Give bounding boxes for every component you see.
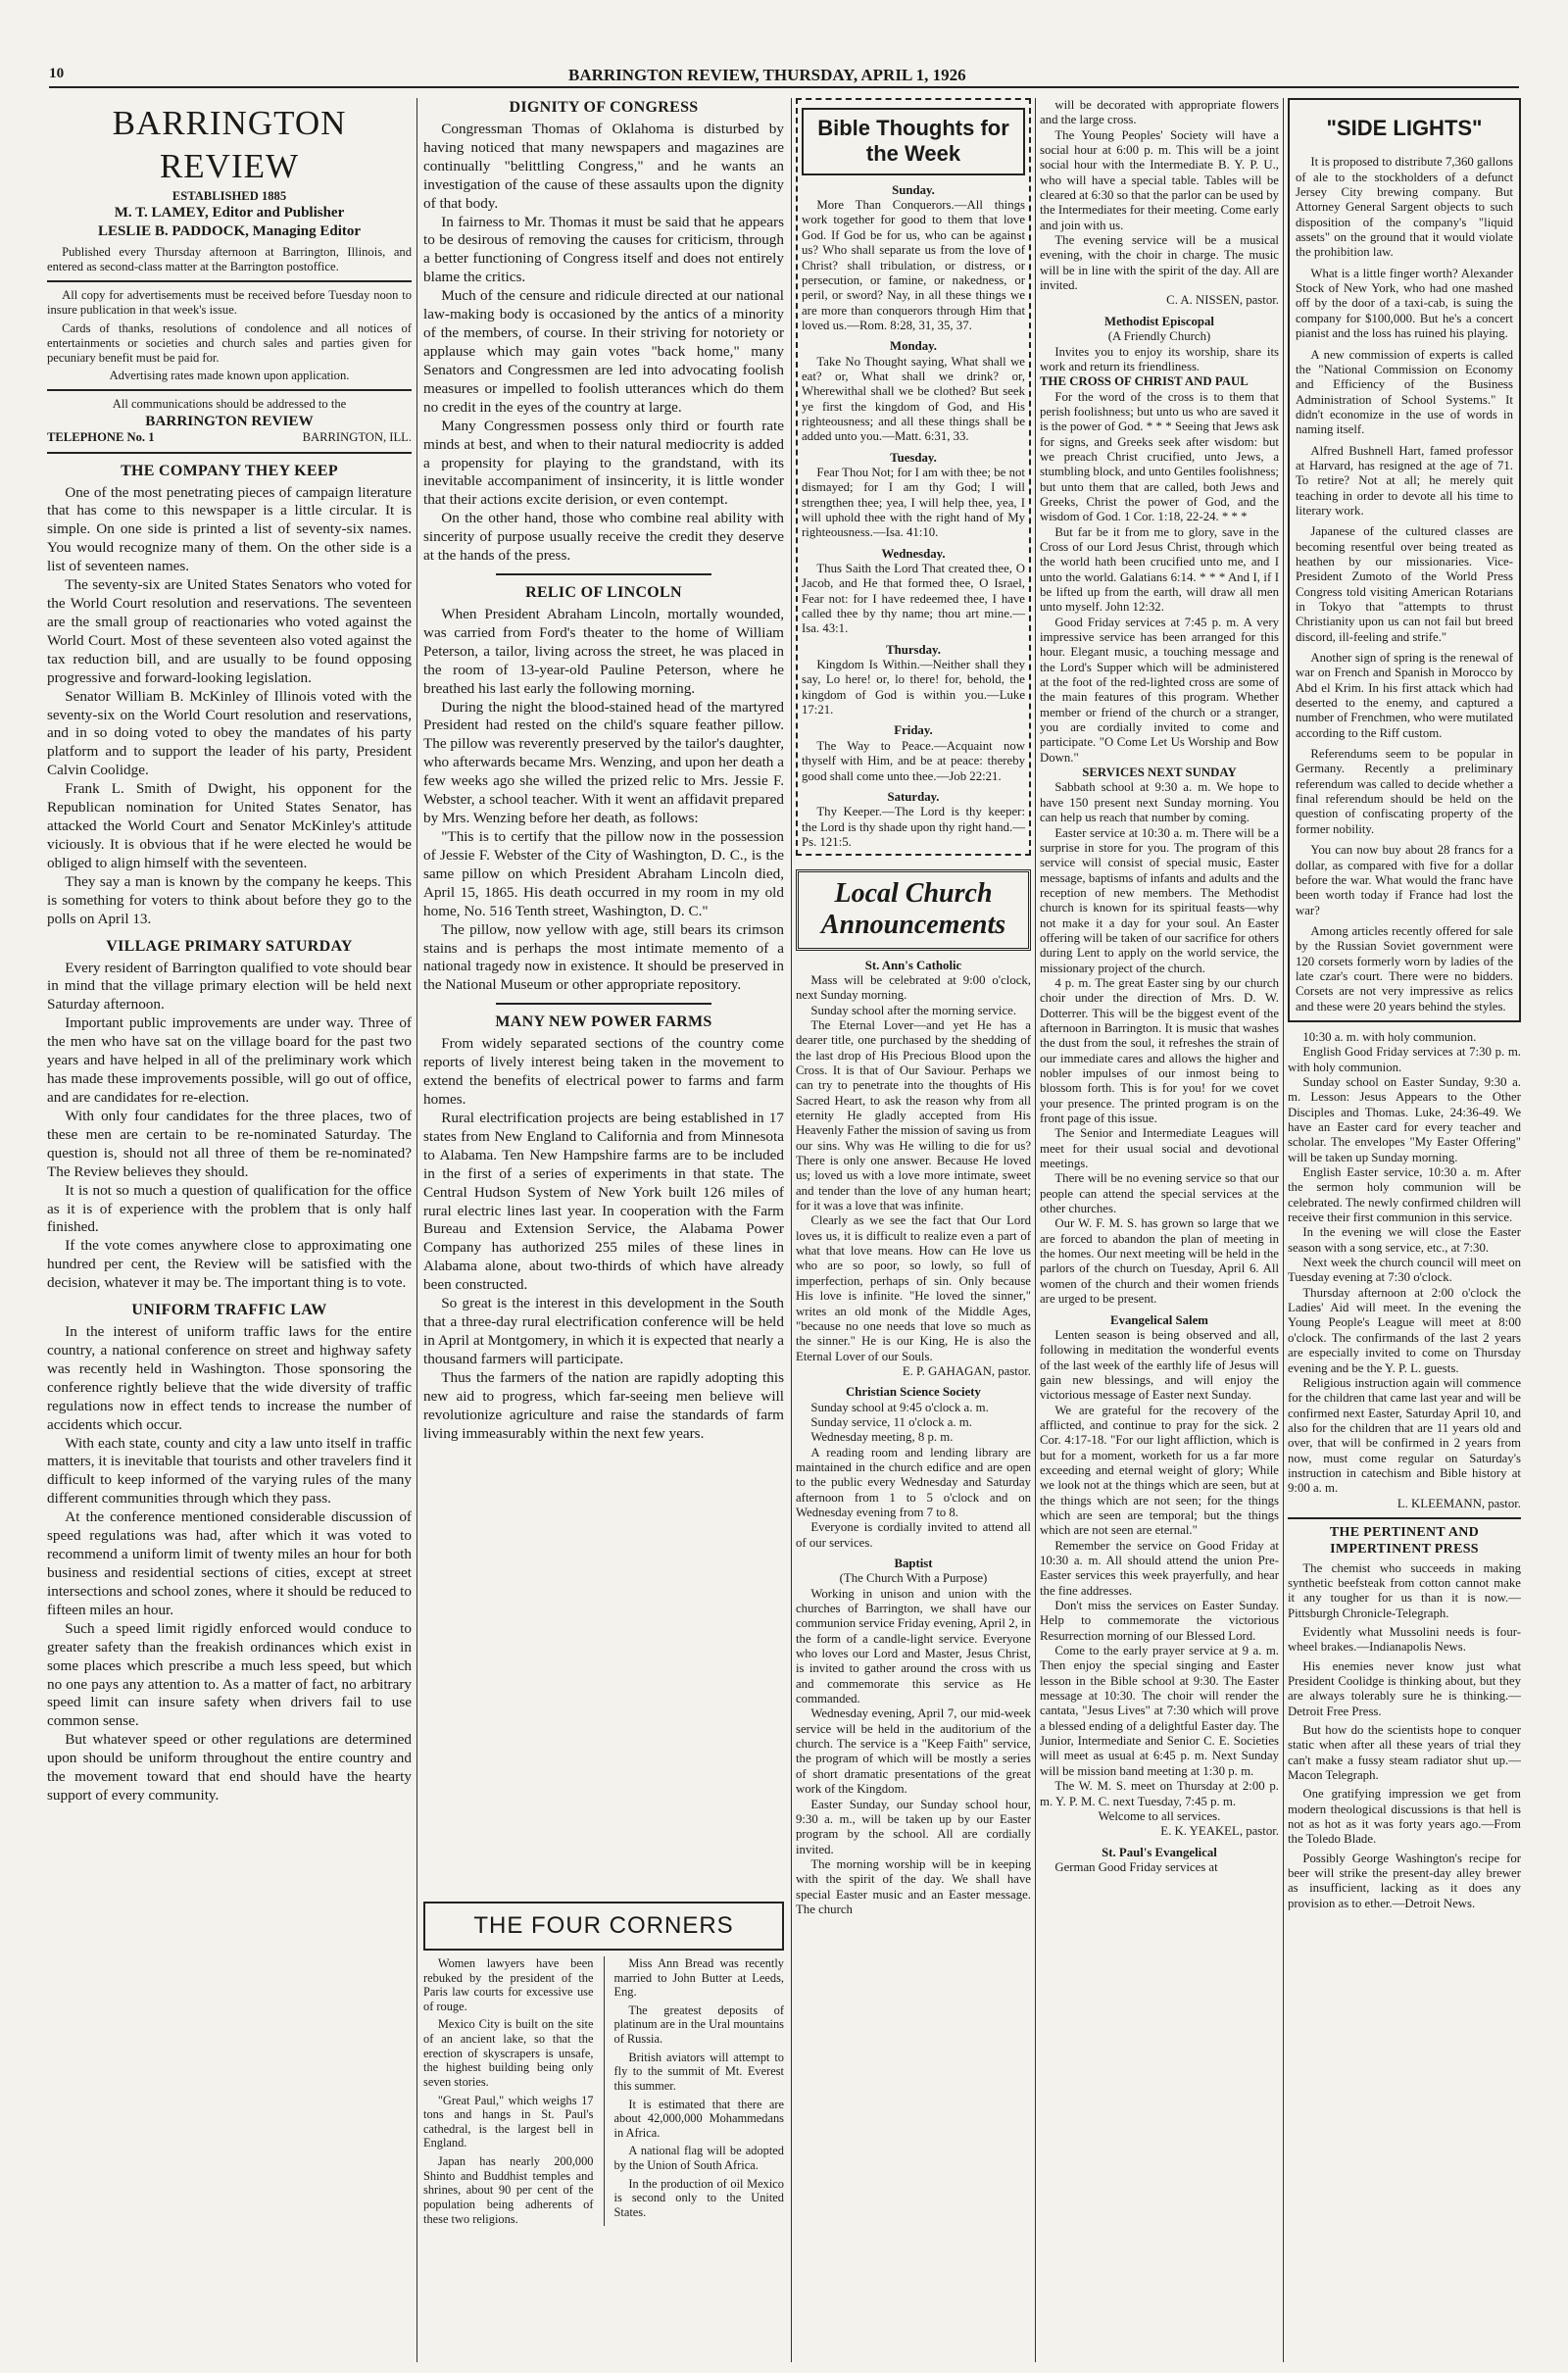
local-church-title: Local Church Announcements [796,869,1031,950]
masthead-established: ESTABLISHED 1885 [172,189,287,204]
paragraph: 4 p. m. The great Easter sing by our church choir under the direction of Mrs. D. W. Dotterrer. This will be the biggest event of the afternoon in Barrington. It is music that washes the dust from the soul, it refreshes the strain of our immediate cares and allows the higher and nobler impulses of our inmost being to blossom forth. This is for you! for we covet your presence. The printed program is on the front page of this issue. [1040,975,1279,1126]
item: Japan has nearly 200,000 Shinto and Buddhist temples and shrines, about 90 per cent of the population being adherents of these two religions. [423,2154,594,2226]
paragraph: The evening service will be a musical evening, with the choir in charge. The music will be in line with the spirit of the day. All are invited. [1040,233,1279,293]
church-name: St. Paul's Evangelical [1102,1845,1217,1859]
masthead-contact-row [47,430,412,445]
church-baptist [796,1557,1031,1917]
paragraph: Much of the censure and ridicule directed at our national law-making body is occasioned by the antics of a minority of the members, of course. In their striving for notoriety or applause which may gain votes "back home," many Senators and Congressmen are led into advocating foolish measures or impelled to foolish utterances which do them no credit in the eyes of the country at large. [423,287,784,416]
st-pauls-continued [1288,1030,1521,1511]
masthead-city: BARRINGTON, ILL. [302,430,412,445]
paragraph: It is not so much a question of qualification for the office as it is of experience with the problem that is only half finished. [47,1181,412,1236]
paragraph: Come to the early prayer service at 9 a. m. Then enjoy the special singing and Easter lesson in the Bible school at 9:30. The Easter message at 10:30. The choir will render the cantata, "Jesus Lives" at 7:30 which will prove a blessed ending of a delightful Easter day. The Junior, Intermediate and Senior C. E. Societies will meet as usual at 6:45 p. m. Next Sunday will be mission band meeting at 1:30 p. m. [1040,1644,1279,1778]
paragraph: The seventy-six are United States Senators who voted for the World Court resolution and reservations. The seventeen are the small group of reactionaries who voted against the World Court. Most of these seventeen also voted against the tax reduction bill, and are usually to be found opposing progressive and forward-looking legislation. [47,576,412,686]
four-corners-right [614,1956,785,2226]
article-title: VILLAGE PRIMARY SATURDAY [106,937,353,955]
paragraph: His enemies never know just what President Coolidge is thinking about, but they are always tolerably sure he is thinking.—Detroit Free Press. [1288,1658,1521,1718]
article-title: THE COMPANY THEY KEEP [121,462,338,479]
bible-thoughts-box [796,98,1031,856]
paragraph: Referendums seem to be popular in Germany. Recently a preliminary referendum was called to decide whether a final referendum should be held on the question of confiscating property of the former nobility. [1296,747,1513,836]
item: "Great Paul," which weighs 17 tons and hangs in St. Paul's cathedral, is the largest bell in England. [423,2093,594,2151]
day-label: Monday. [889,339,937,354]
masthead-address-name: BARRINGTON REVIEW [145,412,314,429]
divider [496,1003,712,1005]
paragraph: will be decorated with appropriate flowers and the large cross. [1040,98,1279,127]
paragraph: Sunday service, 11 o'clock a. m. [810,1414,972,1429]
pastor-signature: C. A. NISSEN, pastor. [1166,293,1279,308]
paragraph: In the evening we will close the Easter season with a song service, etc., at 7:30. [1288,1225,1521,1255]
church-christian-science [796,1385,1031,1551]
paragraph: With only four candidates for the three places, two of these men are certain to be re-nominated Saturday. The question is, should not all three of them be re-nominated? The Review believes they should. [47,1107,412,1180]
item: The greatest deposits of platinum are in the Ural mountains of Russia. [613,2002,784,2046]
column-divider [1283,98,1284,2362]
paragraph: With each state, county and city a law unto itself in traffic matters, it is inevitable that tourists and other travelers find it difficult to keep informed of the varying rules of the many different communities through which they pass. [47,1434,412,1508]
paragraph: Thursday afternoon at 2:00 o'clock the Ladies' Aid will meet. In the evening the Young People's League will meet at 8:00 o'clock. The confirmands of the last 2 years are especially invited to come on Thursday evening and be the Y. P. L. guests. [1288,1285,1521,1375]
article-title: UNIFORM TRAFFIC LAW [131,1302,327,1319]
pastor-signature: L. KLEEMANN, pastor. [1396,1496,1521,1510]
paragraph: Good Friday services at 7:45 p. m. A very impressive service has been arranged for this hour. Elegant music, a touching message and the Lord's Supper which will be administered at the foot of the red-lighted cross are some of the main features of this program. Whether member or friend of the church or a stranger, you are cordially invited to come and participate. "O Come Let Us Worship and Bow Down." [1040,615,1279,765]
verse: More Than Conquerors.—All things work together for good to them that love God. If God be for us, who can be against us? Who shall separate us from the love of Christ? shall tribulation, or distress, or persecution, or famine, or nakedness, or peril, or sword? Nay, in all these things we are more than conquerors through Him that loved us.—Rom. 8:28, 31, 35, 37. [802,198,1025,332]
divider [496,573,712,575]
paragraph: Sunday school after the morning service. [810,1003,1017,1017]
side-lights-title: "SIDE LIGHTS" [1326,116,1483,140]
paragraph: Evidently what Mussolini needs is four-wheel brakes.—Indianapolis News. [1288,1624,1521,1655]
paragraph: The pillow, now yellow with age, still bears its crimson stains and is perhaps the most intimate memento of a national tragedy now in existence. It should be preserved in the National Museum or other appropriate repository. [423,920,784,994]
masthead [47,102,412,454]
column-divider [416,98,417,2362]
day-label: Tuesday. [890,450,937,465]
paragraph: A new commission of experts is called the "National Commission on Economy and Efficiency of the Business Administration of School Systems." It didn't economize in the use of words in naming itself. [1296,347,1513,437]
paragraph: Don't miss the services on Easter Sunday. Help to commemorate the victorious Resurrection morning of our Blessed Lord. [1040,1599,1279,1643]
article-title: RELIC OF LINCOLN [525,584,682,602]
paragraph: Clearly as we see the fact that Our Lord loves us, it is difficult to realize even a part of what that love means. How can He love us who are so poor, so lowly, so full of imperfection, perhaps of sin. Only because His love is infinite. "He loved the sinner," writes an old monk of the Middle Ages, "because no one needs that love so much as the sinner." He is our King, He is also the Eternal Lover of our Souls. [796,1213,1031,1363]
paragraph: Rural electrification projects are being established in 17 states from New England to California and from Minnesota to Alabama. Ten New Hampshire farms are to be included in the first of a series of experiments in that state. The Central Hudson System of New York built 126 miles of rural electric lines last year. In cooperation with the Farm Bureau and Extension Service, the Alabama Power Company has authorized 255 miles of these lines in Alabama alone, about two-thirds of which have already been constructed. [423,1109,784,1294]
subheading: THE CROSS OF CHRIST AND PAUL [1040,374,1249,389]
paragraph: Another sign of spring is the renewal of war on French and Spanish in Morocco by Abd el Krim. In his first attack which had deserted to the enemy, and captured a number of Frenchmen, who were mutilated according to the Riff custom. [1296,651,1513,740]
subheading: SERVICES NEXT SUNDAY [1082,766,1237,780]
four-corners-items [423,1956,784,2226]
paragraph: "This is to certify that the pillow now in the possession of Jessie F. Webster of the City of Washington, D. C., is the same pillow on which President Abraham Lincoln died, April 15, 1865. His death occurred in my room in my old home, No. 516 Tenth street, Washington, D. C." [423,828,784,919]
church-name: Evangelical Salem [1110,1312,1208,1327]
paragraph: You can now buy about 28 francs for a dollar, as compared with five for a dollar before the war. What would the franc have been worth today if France had lost the war? [1296,843,1513,917]
paragraph: At the conference mentioned considerable discussion of speed regulations was had, after which it was voted to recommend a uniform limit of twenty miles an hour for both business and residential sections of cities, except at street intersections and school zones, where it should be reduced to fifteen miles an hour. [47,1508,412,1618]
paragraph: Many Congressmen possess only third or fourth rate minds at best, and when to their natural mediocrity is added a propensity for playing to the grandstand, with its inevitable accompaniment of insincerity, it is little wonder that their actions excite derision, or even contempt. [423,417,784,509]
church-st-pauls [1040,1846,1279,1876]
church-evangelical-salem [1040,1313,1279,1840]
paragraph: Japanese of the cultured classes are becoming resentful over being treated as heathen by our missionaries. Vice-President Zumoto of the World Press Congress told visiting American Rotarians in Tokyo that "attempts to thrust Christianity upon us can not fail but breed discord, ill-feeling and strife." [1296,524,1513,644]
church-name: St. Ann's Catholic [864,958,962,972]
four-corners-title: THE FOUR CORNERS [423,1902,784,1951]
paragraph: Sunday school on Easter Sunday, 9:30 a. m. Lesson: Jesus Appears to the Other Disciples and Thomas. Luke, 24:36-49. We have an Easter card for every teacher and scholar. The envelopes "My Easter Offering" will be taken up Sunday morning. [1288,1074,1521,1164]
article-title: THE PERTINENT AND IMPERTINENT PRESS [1329,1524,1480,1557]
verse: Fear Thou Not; for I am with thee; be not dismayed; for I am thy God; I will strengthen thee; yea, I will help thee, yea, I will uphold thee with the right hand of My righteousness.—Isa. 41:10. [802,465,1025,540]
paragraph: The W. M. S. meet on Thursday at 2:00 p. m. Y. P. M. C. next Tuesday, 7:45 p. m. [1040,1779,1279,1808]
paragraph: The Senior and Intermediate Leagues will meet for their usual social and devotional meetings. [1040,1126,1279,1171]
verse: The Way to Peace.—Acquaint now thyself with Him, and be at peace: thereby good shall come unto thee.—Job 22:21. [802,738,1025,783]
church-subtitle: (A Friendly Church) [1107,329,1211,344]
page-number: 10 [49,65,65,81]
paragraph: There will be no evening service so that our people can attend the special services at the other churches. [1040,1171,1279,1216]
masthead-managing-editor: LESLIE B. PADDOCK, Managing Editor [97,222,362,239]
article-dignity-of-congress [423,98,784,566]
paragraph: It is proposed to distribute 7,360 gallons of ale to the stockholders of a defunct Jersey City brewing company. But Attorney General Sargent objects to such disposition of the company's "liquid assets" on the ground that it would violate the prohibition law. [1296,155,1513,260]
column-5 [1288,98,1521,2362]
paragraph: One of the most penetrating pieces of campaign literature that has come to this newspaper is a little circular. It is simple. On one side is printed a list of seventy-six names. You would recognize many of them. On the other side is a list of seventeen names. [47,483,412,575]
paragraph: A reading room and lending library are maintained in the church edifice and are open to the public every Wednesday and Saturday afternoon from 1 to 5 o'clock and on Wednesday evening from 7 to 8. [796,1445,1031,1519]
paragraph: Wednesday meeting, 8 p. m. [810,1430,954,1445]
column-1 [47,98,412,2362]
paragraph: Welcome to all services. [1098,1808,1221,1823]
verse: Take No Thought saying, What shall we eat? or, What shall we drink? or, Wherewithal shall we be clothed? But seek ye first the kingdom of God, and His righteousness; and all these things shall be added unto you.—Matt. 6:31, 33. [802,354,1025,444]
church-name: Baptist [894,1557,933,1570]
verse: Kingdom Is Within.—Neither shall they say, Lo here! or, lo there! for, behold, the kingdom of God is within you.—Luke 17:21. [802,658,1025,717]
church-st-anns [796,959,1031,1380]
masthead-telephone: TELEPHONE No. 1 [47,430,155,445]
paragraph: Alfred Bushnell Hart, famed professor at Harvard, has resigned at the age of 71. To retire? Not at all; he merely quit teaching in order to devote all his time to literary work. [1296,443,1513,518]
day-label: Thursday. [886,642,941,657]
article-village-primary [47,937,412,1294]
article-company-they-keep [47,462,412,929]
paragraph: Lenten season is being observed and all, following in meditation the wonderful events of the last week of the earthly life of Jesus will gain new blessings, and will enjoy the victorious message of Easter next Sunday. [1040,1327,1279,1403]
masthead-cards-notice: Cards of thanks, resolutions of condolence and all notices of entertainments or societies and church sales and parties given for pecuniary benefit must be paid for. [47,321,412,366]
article-uniform-traffic [47,1301,412,1805]
paragraph: Congressman Thomas of Oklahoma is disturbed by having noticed that many newspapers and magazines are continually "belittling Congress," and he wants an investigation of the cause of these assaults upon the dignity of that body. [423,120,784,212]
paragraph: On the other hand, those who combine real ability with sincerity of purpose usually receive the credit they deserve at the hands of the press. [423,510,784,565]
column-4 [1040,98,1279,2362]
bible-thoughts-title: Bible Thoughts for the Week [802,108,1025,175]
masthead-editor: M. T. LAMEY, Editor and Publisher [114,205,345,222]
four-corners-divider [604,1956,605,2226]
day-label: Wednesday. [881,546,946,561]
paragraph: Such a speed limit rigidly enforced would conduce to greater safety than the freakish ordinances which exist in some places which prescribe a much less speed, but which no one pays any attention to. As a matter of fact, no arbitrary speed limit can insure safety when drivers fail to use common sense. [47,1619,412,1730]
paragraph: 10:30 a. m. with holy communion. [1302,1029,1477,1044]
masthead-published: Published every Thursday afternoon at Barrington, Illinois, and entered as second-class matter at the Barrington postoffice. [47,244,412,273]
paragraph: Sabbath school at 9:30 a. m. We hope to have 150 present next Sunday morning. You can help us reach that number by coming. [1040,780,1279,825]
paragraph: Easter service at 10:30 a. m. There will be a surprise in store for you. The program of this service will consist of special music, Easter message, baptisms of infants and adults and the reception of new members. The Methodist church is known for its spiritual feasts—why not make it a day for your soul. An Easter offering will be taken of our sacrifice for others during Lent to apply on the world service, the missionary project of the church. [1040,825,1279,975]
pastor-signature: E. P. GAHAGAN, pastor. [902,1363,1031,1378]
paragraph: But whatever speed or other regulations are determined upon should be uniform throughout the entire country and the movement toward that end should have the hearty support of every community. [47,1731,412,1804]
paragraph: What is a little finger worth? Alexander Stock of New York, who had one mashed off by the door of a taxi-cab, is suing the company for $100,000. But he's a concert pianist and the loss has ruined his playing. [1296,266,1513,341]
item: Miss Ann Bread was recently married to John Butter at Leeds, Eng. [613,1955,784,2000]
day-label: Friday. [894,723,933,738]
paragraph: For the word of the cross is to them that perish foolishness; but unto us who are saved it is the power of God. * * * Seeing that Jews ask for signs, and Greeks seek after wisdom: but we preach Christ crucified, unto Jews, a stumbling block, and unto Gentiles foolishness; but unto them that are called, both Jews and Greeks, Christ the power of God, and the wisdom of God. 1 Cor. 1:18, 22-24. * * * [1040,389,1279,524]
masthead-copy-notice: All copy for advertisements must be received before Tuesday noon to insure publication in that week's issue. [47,287,412,317]
church-methodist [1040,315,1279,1308]
item: It is estimated that there are about 42,000,000 Mohammedans in Africa. [613,2097,784,2140]
page-header-title: BARRINGTON REVIEW, THURSDAY, APRIL 1, 1926 [568,66,966,84]
masthead-address-line: All communications should be addressed to the [112,397,347,412]
column-3 [796,98,1031,2362]
paragraph: Sunday school at 9:45 o'clock a. m. [810,1400,989,1414]
header-rule [49,86,1519,88]
paragraph: The morning worship will be in keeping with the spirit of the day. We shall have special Easter music and an Easter message. The church [796,1856,1031,1916]
paragraph: English Good Friday services at 7:30 p. m. with holy communion. [1288,1045,1521,1074]
paragraph: But far be it from me to glory, save in the Cross of our Lord Jesus Christ, through which the world hath been crucified unto me, and I unto the world. Galatians 6:14. * * * And I, if I be lifted up from the earth, will draw all men unto myself. John 12:32. [1040,524,1279,615]
church-name: Christian Science Society [846,1385,981,1400]
paragraph: Remember the service on Good Friday at 10:30 a. m. All should attend the union Pre-Easter services this week prayerfully, and hear the fine addresses. [1040,1538,1279,1598]
paragraph: Everyone is cordially invited to attend all of our services. [796,1520,1031,1550]
masthead-title: BARRINGTON REVIEW [112,104,347,185]
item: Mexico City is built on the site of an ancient lake, so that the erection of skyscrapers is unsafe, the highest building being only seven stories. [423,2017,594,2089]
masthead-advertising-rates: Advertising rates made known upon application. [109,369,350,383]
page-header [49,65,1519,86]
divider [1288,1517,1521,1519]
paragraph: During the night the blood-stained head of the martyred President had rested on the child's square feather pillow. The pillow was reverently preserved by the tailor's daughter, who afterwards became Mrs. Wenzing, and upon her death a few weeks ago she willed the prized relic to Mrs. Jessie F. Webster, a school teacher. With it went an affidavit prepared by Mrs. Wenzing before her death, as follows: [423,698,784,827]
pastor-signature: E. K. YEAKEL, pastor. [1160,1824,1279,1839]
article-title: MANY NEW POWER FARMS [495,1013,712,1031]
paragraph: Every resident of Barrington qualified to vote should bear in mind that the village primary election will be held next Saturday afternoon. [47,959,412,1013]
paragraph: So great is the interest in this development in the South that a three-day rural electrification conference will be held in April at Montgomery, in which it is expected that nearly a thousand farmers will participate. [423,1295,784,1367]
column-divider [791,98,792,2362]
church-subtitle: (The Church With a Purpose) [839,1571,988,1586]
column-divider [1035,98,1036,2362]
paragraph: In fairness to Mr. Thomas it must be said that he appears to be desirous of removing the causes for criticism, through a better functioning of Congress itself and does not entirely blame the critics. [423,213,784,286]
article-power-farms [423,1013,784,1443]
item: A national flag will be adopted by the Union of South Africa. [613,2144,784,2172]
divider [47,452,412,454]
paragraph: The Young Peoples' Society will have a social hour at 6:00 p. m. This will be a joint social hour with the Intermediate B. Y. P. U., who will have a special table. Tables will be cleared at 6:30 so that the parlor can be used by the Intermediates for their meeting. Come early and join with us. [1040,127,1279,232]
paragraph: When President Abraham Lincoln, mortally wounded, was carried from Ford's theater to the home of William Peterson, a tailor, living across the street, he was placed in the room of 13-year-old Pauline Peterson, where he breathed his last early the following morning. [423,605,784,697]
paragraph: Working in unison and union with the churches of Barrington, we shall have our communion service Friday evening, April 2, in the form of a candle-light service. Everyone who loves our Lord and Master, Jesus Christ, is invited to gather around the cross with us and commemorate this service as He commanded. [796,1586,1031,1706]
paragraph: English Easter service, 10:30 a. m. After the sermon holy communion will be celebrated. The newly confirmed children will receive their first communion in this service. [1288,1165,1521,1225]
verse: Thus Saith the Lord That created thee, O Jacob, and He that formed thee, O Israel, Fear not: for I have redeemed thee, I have called thee by thy name; thou art mine.—Isa. 43:1. [802,562,1025,636]
paragraph: Wednesday evening, April 7, our mid-week service will be held in the auditorium of the church. The service is a "Keep Faith" service, the program of which will be mostly a series of short dramatic presentations of the great work of the Kingdom. [796,1706,1031,1797]
paragraph: Important public improvements are under way. Three of the men who have sat on the village board for the past two years and have helped in all of the preliminary work which has made these improvements possible, will go out of office, and are candidates for re-election. [47,1014,412,1106]
paragraph: Mass will be celebrated at 9:00 o'clock, next Sunday morning. [796,972,1031,1003]
paragraph: Thus the farmers of the nation are rapidly adopting this new aid to progress, which far-seeing men believe will revolutionize agriculture and raise the standards of farm living immeasurably within the next few years. [423,1368,784,1442]
article-pertinent-press [1288,1525,1521,1911]
paragraph: Invites you to enjoy its worship, share its work and return its friendliness. [1040,344,1279,373]
item: British aviators will attempt to fly to the summit of Mt. Everest this summer. [613,2050,784,2093]
church-name: Methodist Episcopal [1104,314,1214,328]
item: Women lawyers have been rebuked by the president of the Paris law courts for excessive use of rouge. [423,1955,594,2013]
paragraph: From widely separated sections of the country come reports of lively interest being taken in the movement to extend the benefits of electrical power to farms and farm homes. [423,1035,784,1108]
paragraph: Possibly George Washington's recipe for beer will strike the present-day alley brewer as insufficient, lacking as it does any provision as to ether.—Detroit News. [1288,1851,1521,1910]
paragraph: In the interest of uniform traffic laws for the entire country, a national conference on street and highway safety was recently held in Washington. Those sponsoring the conference rightly believe that the wide diversity of traffic regulations now in effect tends to increase the number of accidents which occur. [47,1323,412,1433]
paragraph: Religious instruction again will commence for the children that came last year and will be confirmed next Easter, Saturday April 10, and also for the children that are 11 years old and over, that will be confirmed in 2 years from now, must come regular on Saturday's instruction in catechism and Bible history at 9:00 a. m. [1288,1375,1521,1496]
paragraph: Among articles recently offered for sale by the Russian Soviet government were 120 corsets formerly worn by ladies of the late czar's court. There were no bidders. Corsets are not very impressive as relics and these were 20 years behind the styles. [1296,923,1513,1013]
side-lights-box [1288,98,1521,1022]
divider [47,389,412,391]
paragraph: Easter Sunday, our Sunday school hour, 9:30 a. m., will be taken up by our Easter program by the school. All are cordially invited. [796,1797,1031,1856]
paragraph: The Eternal Lover—and yet He has a dearer title, one purchased by the shedding of the last drop of His Precious Blood upon the Cross. It is that of Our Saviour. Perhaps we can try to penetrate into the thoughts of His Sacred Heart, to ask the reason why from all eternity He gladly accepted from His Heavenly Father the mission of saving us from our sins. Why was He willing to die for us? There is only one answer. Because He loved us; loved us with a love more intimate, sweet and tender than the love of any human heart; for it was a love that was infinite. [796,1017,1031,1213]
paragraph: Frank L. Smith of Dwight, his opponent for the Republican nomination for United States Senator, has attacked the World Court and Senator McKinley's attitude viciously. It is obvious that if he were elected he would be obliged to align himself with the seventeen. [47,780,412,871]
article-relic-of-lincoln [423,583,784,995]
paragraph: German Good Friday services at [1054,1859,1218,1874]
article-title: DIGNITY OF CONGRESS [509,99,699,116]
paragraph: But how do the scientists hope to conquer static when after all these years of trial they can't make a fussy steam radiator shut up.—Macon Telegraph. [1288,1722,1521,1783]
paragraph: We are grateful for the recovery of the afflicted, and continue to pray for the sick. 2 Cor. 4:17-18. "For our light affliction, which is but for a moment, worketh for us a far more exceeding and eternal weight of glory; While we look not at the things which are seen, but at the things which are not seen; for the things which are seen are temporal; but the things which are not seen are eternal." [1040,1403,1279,1538]
paragraph: The chemist who succeeds in making synthetic beefsteak from cotton cannot make it any tougher for us than it is now.—Pittsburgh Chronicle-Telegraph. [1288,1560,1521,1620]
divider [47,280,412,282]
paragraph: They say a man is known by the company he keeps. This is something for voters to think about before they go to the polls on April 13. [47,872,412,927]
verse: Thy Keeper.—The Lord is thy keeper: the Lord is thy shade upon thy right hand.—Ps. 121:5. [802,805,1025,849]
four-corners-left [423,1956,594,2226]
day-label: Sunday. [892,182,935,197]
paragraph: Senator William B. McKinley of Illinois voted with the seventy-six on the World Court resolution and reservations, and in so doing voted to obey the mandates of his party platform and to support the leader of his party, President Calvin Coolidge. [47,687,412,779]
paragraph: If the vote comes anywhere close to approximating one hundred per cent, the Review will be satisfied with the decision, whatever it may be. The important thing is to vote. [47,1237,412,1292]
four-corners-box [423,1902,784,2362]
paragraph: One gratifying impression we get from modern theological discussions is that hell is not as hot as it was forty years ago.—From the Toledo Blade. [1288,1787,1521,1847]
day-label: Saturday. [887,789,940,804]
paragraph: Our W. F. M. S. has grown so large that we are forced to abandon the plan of meeting in the homes. Our next meeting will be held in the parlors of the church on Tuesday, April 6. All women of the church and their women friends are urged to be present. [1040,1216,1279,1307]
paragraph: Next week the church council will meet on Tuesday evening at 7:30 o'clock. [1288,1256,1521,1285]
item: In the production of oil Mexico is second only to the United States. [613,2176,784,2219]
